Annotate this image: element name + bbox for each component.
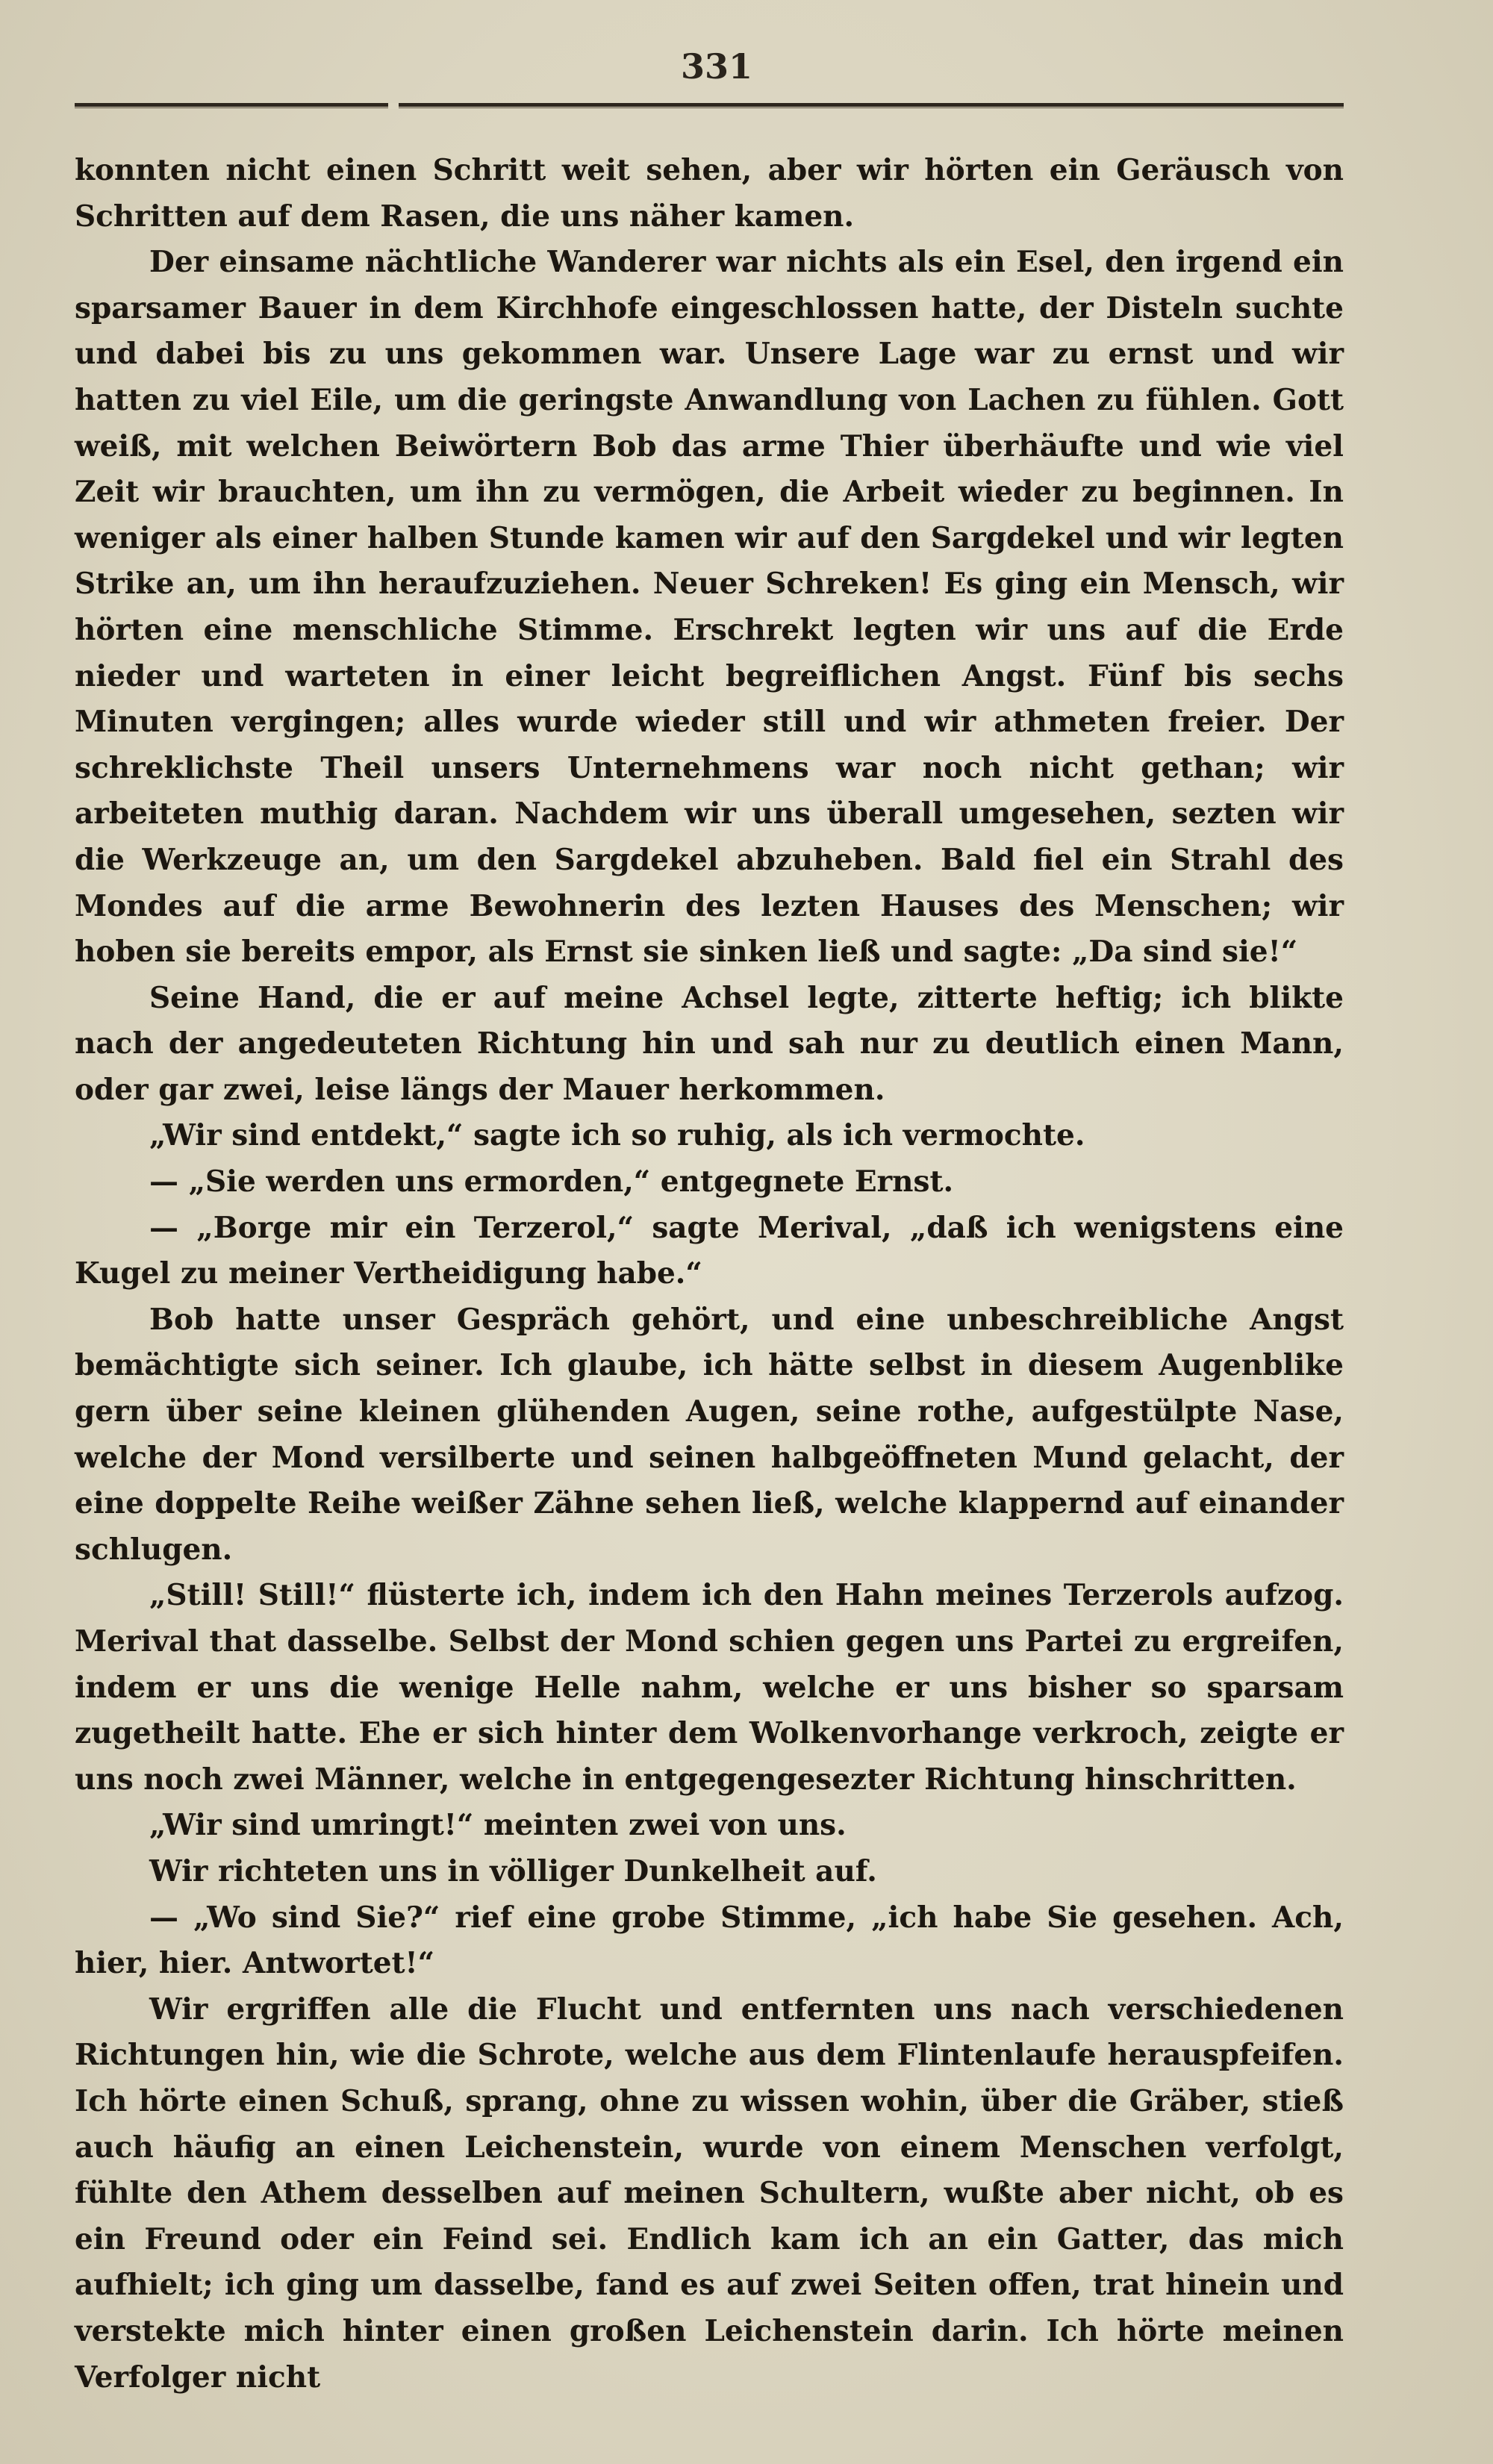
paragraph: — „Wo sind Sie?“ rief eine grobe Stimme, „ich habe Sie gesehen. Ach, hier, hier. Antwortet!“ [75, 1900, 1344, 1981]
paragraph: „Wir sind umringt!“ meinten zwei von uns. [149, 1808, 847, 1843]
body-text [75, 148, 1344, 2401]
paragraph: Seine Hand, die er auf meine Achsel legte, zitterte heftig; ich blikte nach der angedeuteten Richtung hin und sah nur zu deutlich einen Mann, oder gar zwei, leise längs der Mauer herkommen. [75, 980, 1344, 1107]
paragraph: Bob hatte unser Gespräch gehört, und eine unbeschreibliche Angst bemächtigte sich seiner. Ich glaube, ich hätte selbst in diesem Augenblike gern über seine kleinen glühenden Augen, seine rothe, aufgestülpte Nase, welche der Mond versilberte und seinen halbgeöffneten Mund gelacht, der eine doppelte Reihe weißer Zähne sehen ließ, welche klappernd auf einander schlugen. [75, 1302, 1344, 1567]
paragraph: „Still! Still!“ flüsterte ich, indem ich den Hahn meines Terzerols aufzog. Merival that dasselbe. Selbst der Mond schien gegen uns Partei zu ergreifen, indem er uns die wenige Helle nahm, welche er uns bisher so sparsam zugetheilt hatte. Ehe er sich hinter dem Wolkenvorhange verkroch, zeigte er uns noch zwei Männer, welche in entgegengesezter Richtung hinschritten. [75, 1578, 1344, 1797]
paragraph: „Wir sind entdekt,“ sagte ich so ruhig, als ich vermochte. [149, 1118, 1085, 1153]
paragraph: Der einsame nächtliche Wanderer war nichts als ein Esel, den irgend ein sparsamer Bauer in dem Kirchhofe eingeschlossen hatte, der Disteln suchte und dabei bis zu uns gekommen war. Unsere Lage war zu ernst und wir hatten zu viel Eile, um die geringste Anwandlung von Lachen zu fühlen. Gott weiß, mit welchen Beiwörtern Bob das arme Thier überhäufte und wie viel Zeit wir brauchten, um ihn zu vermögen, die Arbeit wieder zu beginnen. In weniger als einer halben Stunde kamen wir auf den Sargdekel und wir legten Strike an, um ihn heraufzuziehen. Neuer Schreken! Es ging ein Mensch, wir hörten eine menschliche Stimme. Erschrekt legten wir uns auf die Erde nieder und warteten in einer leicht begreiflichen Angst. Fünf bis sechs Minuten vergingen; alles wurde wieder still und wir athmeten freier. Der schreklichste Theil unsers Unternehmens war noch nicht gethan; wir arbeiteten muthig daran. Nachdem wir uns überall umgesehen, sezten wir die Werkzeuge an, um den Sargdekel abzuheben. Bald fiel ein Strahl des Mondes auf die arme Bewohnerin des lezten Hauses des Menschen; wir hoben sie bereits empor, als Ernst sie sinken ließ und sagte: „Da sind sie!“ [75, 245, 1344, 970]
page-number: 331 [680, 46, 753, 87]
paragraph-continuation: konnten nicht einen Schritt weit sehen, aber wir hörten ein Geräusch von Schritten auf dem Rasen, die uns näher kamen. [75, 153, 1344, 234]
header-rule [75, 103, 1344, 109]
paragraph: Wir ergriffen alle die Flucht und entfernten uns nach verschiedenen Richtungen hin, wie die Schrote, welche aus dem Flintenlaufe herauspfeifen. Ich hörte einen Schuß, sprang, ohne zu wissen wohin, über die Gräber, stieß auch häufig an einen Leichenstein, wurde von einem Menschen verfolgt, fühlte den Athem desselben auf meinen Schultern, wußte aber nicht, ob es ein Freund oder ein Feind sei. Endlich kam ich an ein Gatter, das mich aufhielt; ich ging um dasselbe, fand es auf zwei Seiten offen, trat hinein und verstekte mich hinter einen großen Leichenstein darin. Ich hörte meinen Verfolger nicht [75, 1992, 1344, 2395]
paragraph: — „Borge mir ein Terzerol,“ sagte Merival, „daß ich wenigstens eine Kugel zu meiner Vertheidigung habe.“ [75, 1210, 1344, 1291]
paragraph: Wir richteten uns in völliger Dunkelheit auf. [149, 1853, 877, 1888]
paragraph: — „Sie werden uns ermorden,“ entgegnete Ernst. [149, 1164, 954, 1200]
